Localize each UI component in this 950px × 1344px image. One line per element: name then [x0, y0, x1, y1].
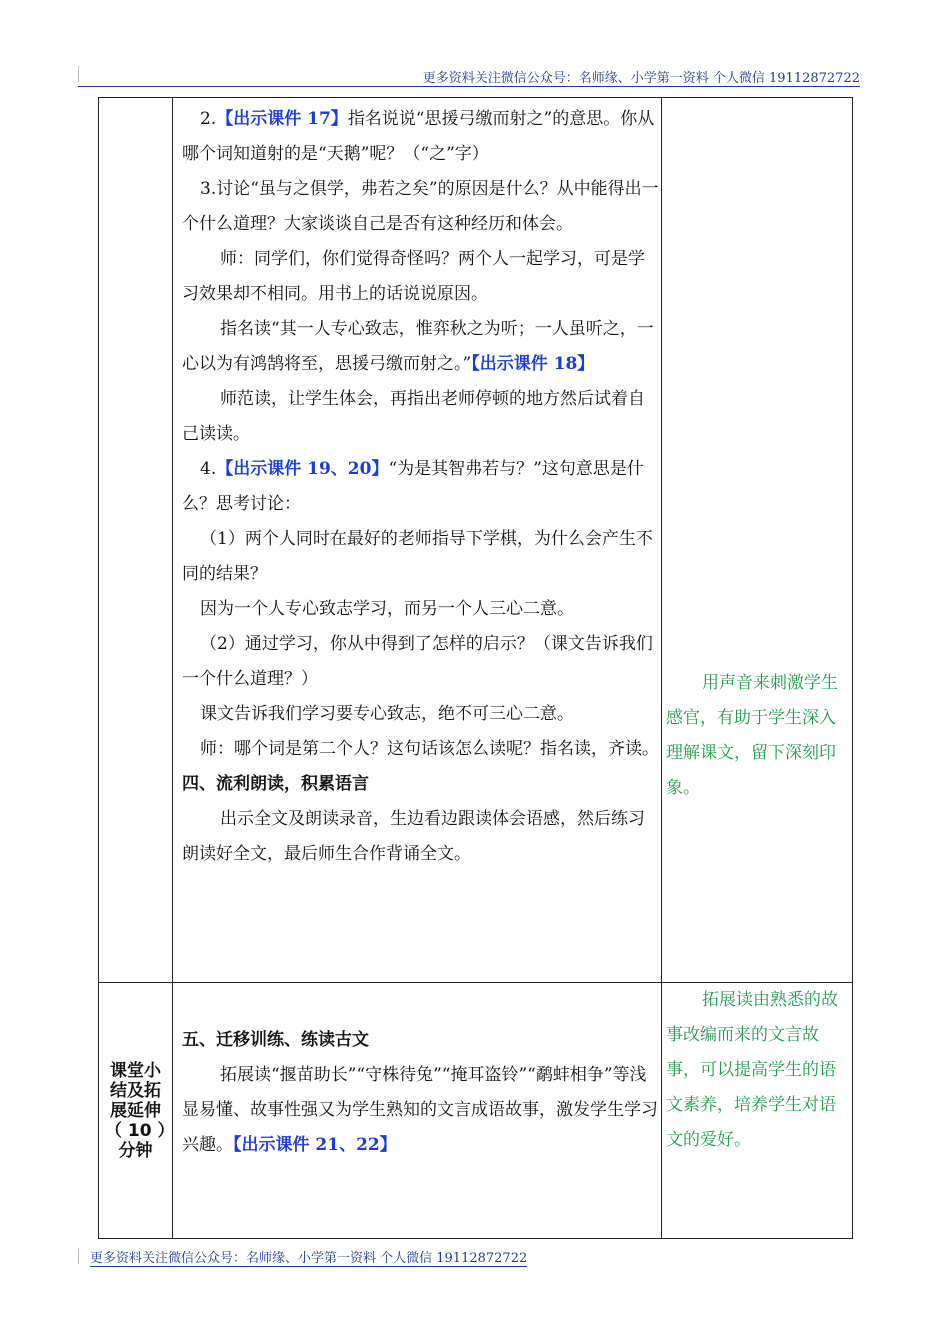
header-text[interactable]: 更多资料关注微信公众号：名师缘、小学第一资料 个人微信 19112872722 — [422, 71, 860, 86]
step-2-paragraph — [182, 102, 661, 172]
design-intent-note: 用声音来刺激学生感官，有助于学生深入理解课文，留下深刻印象。 — [666, 673, 838, 798]
header-rule — [78, 86, 860, 87]
model-reading-paragraph: 师范读，让学生体会，再指出老师停顿的地方然后试着自己读读。 — [182, 389, 645, 444]
discussion-question-2: （2）通过学习，你从中得到了怎样的启示？（课文告诉我们一个什么道理？） — [182, 634, 653, 689]
courseware-21-22-tag: 【出示课件 21、22】 — [233, 1135, 397, 1155]
teacher-question-paragraph: 师：同学们，你们觉得奇怪吗？两个人一起学习，可是学习效果却不相同。用书上的话说说原因。 — [182, 249, 645, 304]
step-2-text: 指名说说“思援弓缴而射之”的意思。你从哪个词知道射的是“天鹅”呢？（“之”字） — [182, 109, 655, 164]
table-row — [99, 98, 853, 983]
step-4-text: “为是其智弗若与？”这句意思是什么？思考讨论： — [182, 459, 644, 514]
teacher-reading-paragraph: 师：哪个词是第二个人？这句话该怎么读呢？指名读，齐读。 — [200, 739, 659, 759]
footer-text[interactable]: 更多资料关注微信公众号：名师缘、小学第一资料 个人微信 19112872722 — [90, 1247, 527, 1267]
courseware-18-tag: 【出示课件 18】 — [471, 354, 595, 374]
courseware-19-20-tag: 【出示课件 19、20】 — [216, 459, 389, 479]
stage-label-cell: 课堂小结及拓展延伸（ 10 ）分钟 — [99, 983, 173, 1239]
step-4-number: 4. — [200, 459, 217, 479]
section-4-paragraph: 出示全文及朗读录音，生边看边跟读体会语感，然后练习朗读好全文，最后师生合作背诵全文。 — [182, 809, 645, 864]
reading-paragraph — [182, 312, 661, 382]
discussion-question-1: （1）两个人同时在最好的老师指导下学棋，为什么会产生不同的结果？ — [182, 529, 653, 584]
stage-label-cell — [99, 98, 173, 983]
design-intent-cell — [662, 983, 853, 1239]
design-intent-cell — [662, 98, 853, 983]
footer-margin-mark — [78, 1248, 79, 1264]
teaching-process-cell — [173, 983, 662, 1239]
section-5-heading: 五、迁移训练、练读古文 — [182, 1030, 369, 1050]
design-intent-note: 拓展读由熟悉的故事改编而来的文言故事，可以提高学生的语文素养，培养学生对语文的爱好。 — [666, 990, 838, 1150]
lesson-table — [98, 97, 853, 1239]
header-margin-mark — [78, 66, 79, 82]
discussion-answer-1: 因为一个人专心致志学习，而另一个人三心二意。 — [200, 599, 574, 619]
courseware-17-tag: 【出示课件 17】 — [216, 109, 348, 129]
reading-text: 指名读“其一人专心致志，惟弈秋之为听；一人虽听之，一心以为有鸿鹄将至，思援弓缴而射之。” — [182, 319, 654, 374]
section-5-paragraph — [182, 1058, 661, 1163]
step-2-number: 2. — [200, 109, 217, 129]
section-5-text: 拓展读“揠苗助长”“守株待兔”“掩耳盗铃”“鹬蚌相争”等浅显易懂、故事性强又为学生熟知的文言成语故事，激发学生学习兴趣。 — [182, 1065, 658, 1155]
page-header — [78, 66, 860, 88]
table-row — [99, 983, 853, 1239]
step-4-paragraph — [182, 452, 661, 522]
section-4-heading: 四、流利朗读，积累语言 — [182, 774, 369, 794]
step-3-paragraph: 3.讨论“虽与之俱学，弗若之矣”的原因是什么？从中能得出一个什么道理？大家谈谈自己是否有这种经历和体会。 — [182, 179, 659, 234]
teaching-process-cell — [173, 98, 662, 983]
page-footer — [78, 1246, 678, 1268]
discussion-answer-2: 课文告诉我们学习要专心致志，绝不可三心二意。 — [200, 704, 574, 724]
